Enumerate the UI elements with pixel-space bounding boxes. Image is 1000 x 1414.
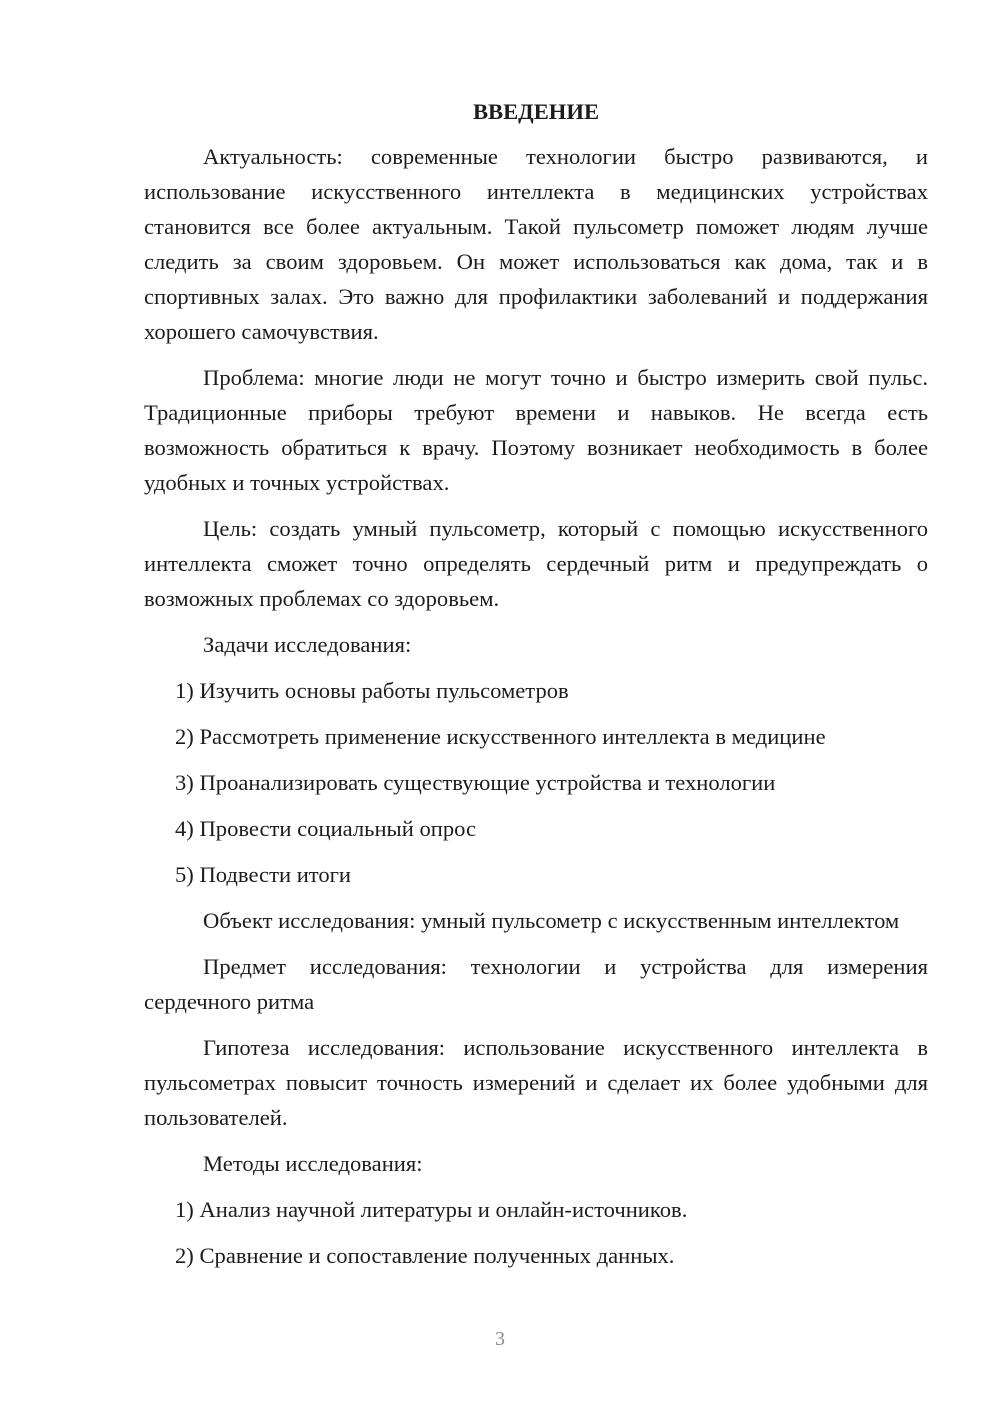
task-item: 2) Рассмотреть применение искусственного интеллекта в медицине — [175, 724, 826, 749]
task-item: 4) Провести социальный опрос — [175, 816, 477, 841]
method-item: 1) Анализ научной литературы и онлайн-источников. — [175, 1197, 688, 1222]
paragraph-goal: Цель: создать умный пульсометр, который с помощью искусственного интеллекта сможет точно определять сердечный ритм и предупреждать о возможных проблемах со здоровьем. — [144, 516, 928, 611]
paragraph-hypothesis: Гипотеза исследования: использование искусственного интеллекта в пульсометрах повысит точность измерений и сделает их более удобными для пользователей. — [144, 1035, 928, 1130]
method-item: 2) Сравнение и сопоставление полученных данных. — [175, 1243, 675, 1268]
task-item: 3) Проанализировать существующие устройства и технологии — [175, 770, 776, 795]
page-number: 3 — [495, 1328, 505, 1350]
methods-heading: Методы исследования: — [203, 1151, 423, 1176]
task-item: 1) Изучить основы работы пульсометров — [175, 678, 569, 703]
paragraph-object: Объект исследования: умный пульсометр с искусственным интеллектом — [203, 908, 900, 933]
tasks-heading: Задачи исследования: — [203, 632, 412, 657]
page-content — [144, 94, 928, 1284]
paragraph-relevance: Актуальность: современные технологии быстро развиваются, и использование искусственного интеллекта в медицинских устройствах становится все более актуальным. Такой пульсометр поможет людям лучше следить за своим здоровьем. Он может использоваться как дома, так и в спортивных залах. Это важно для профилактики заболеваний и поддержания хорошего самочувствия. — [144, 144, 928, 344]
paragraph-subject: Предмет исследования: технологии и устройства для измерения сердечного ритма — [144, 954, 928, 1014]
task-item: 5) Подвести итоги — [175, 862, 352, 887]
paragraph-problem: Проблема: многие люди не могут точно и быстро измерить свой пульс. Традиционные приборы требуют времени и навыков. Не всегда есть возможность обратиться к врачу. Поэтому возникает необходимость в более удобных и точных устройствах. — [144, 365, 928, 495]
section-title: ВВЕДЕНИЕ — [472, 99, 600, 124]
